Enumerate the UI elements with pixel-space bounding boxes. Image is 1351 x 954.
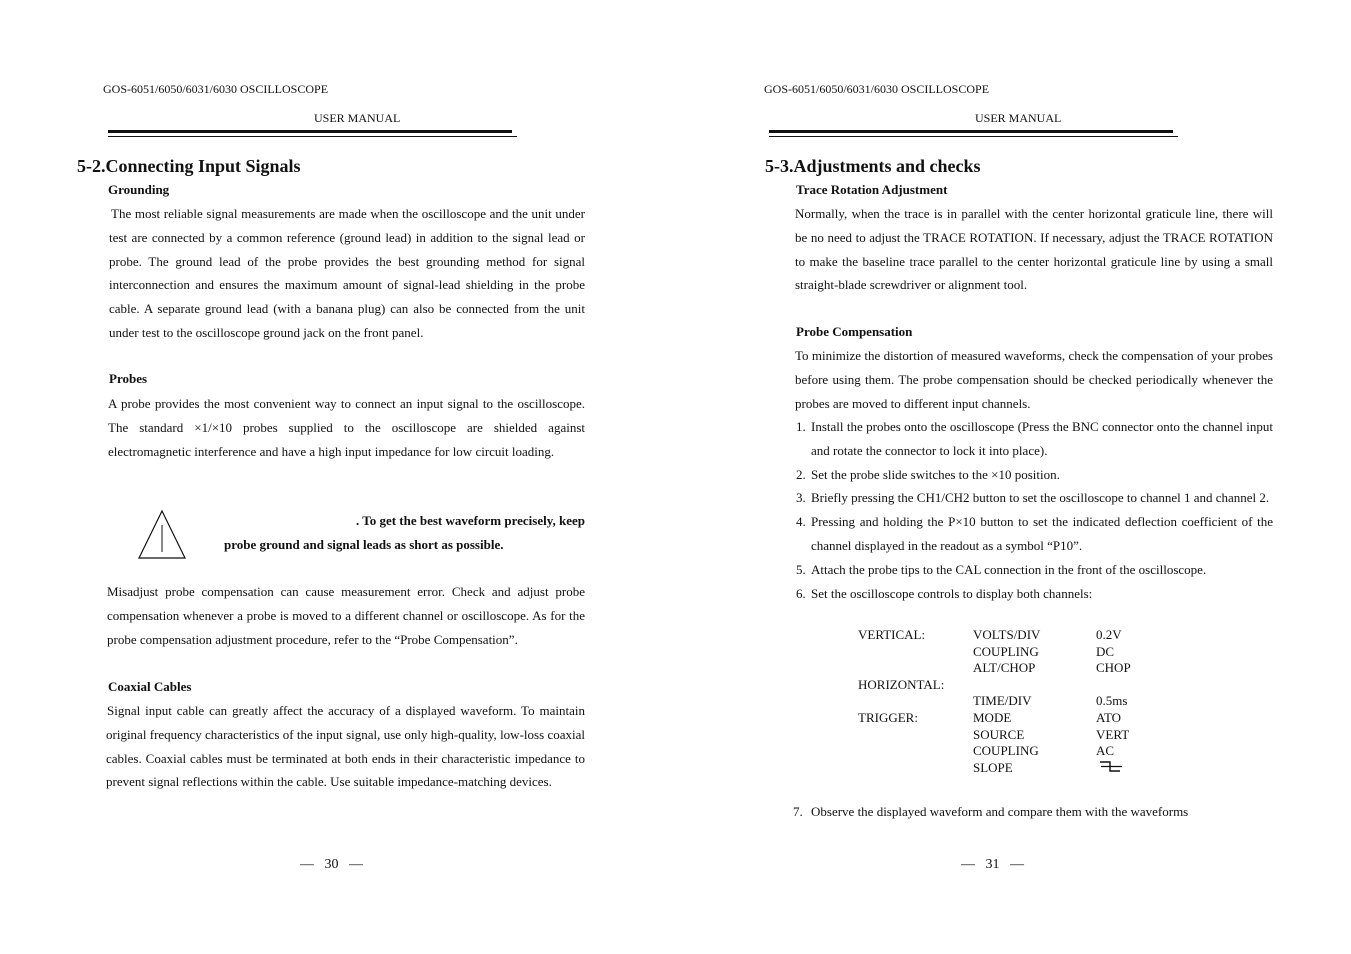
- list-item: [796, 463, 1273, 487]
- settings-value: VERT: [1096, 726, 1130, 742]
- probes-text: A probe provides the most convenient way to connect an input signal to the oscilloscope. The standard ×1/×10 probes supplied to the oscilloscope are shielded against electromagnetic interference and have a high input impedance for low circuit loading.: [108, 396, 585, 459]
- misadjust-text: Misadjust probe compensation can cause measurement error. Check and adjust probe compensation whenever a probe is moved to a different channel or oscilloscope. As for the probe compensation adjustment procedure, refer to the “Probe Compensation”.: [107, 584, 585, 647]
- step-number: 4.: [796, 514, 806, 530]
- compensation-steps: [796, 415, 1273, 605]
- table-row: [858, 693, 1158, 710]
- list-item: [796, 582, 1273, 606]
- list-item: [793, 800, 1273, 824]
- step-text: Set the oscilloscope controls to display both channels:: [811, 585, 1093, 601]
- settings-control: MODE: [973, 709, 1012, 725]
- coaxial-text: Signal input cable can greatly affect the accuracy of a displayed waveform. To maintain original frequency characteristics of the input signal, use only high-quality, low-loss coaxial cables. Coaxial cables must be terminated at both ends in their characteristic impedance to prevent signal reflections within the cable. Use suitable impedance-matching devices.: [106, 703, 585, 790]
- header-rule-thick: [769, 130, 1173, 133]
- probe-compensation-text: To minimize the distortion of measured waveforms, check the compensation of your probes before using them. The probe compensation should be checked periodically whenever the probes are moved to different input channels.: [795, 348, 1273, 411]
- trace-rotation-text: Normally, when the trace is in parallel with the center horizontal graticule line, there will be no need to adjust the TRACE ROTATION. If necessary, adjust the TRACE ROTATION to make the baseline trace parallel to the center horizontal graticule line by using a small straight-blade screwdriver or alignment tool.: [795, 206, 1273, 293]
- table-row: [858, 710, 1158, 727]
- list-item: [796, 486, 1273, 510]
- settings-control: TIME/DIV: [973, 693, 1032, 709]
- step-text: Attach the probe tips to the CAL connection in the front of the oscilloscope.: [811, 561, 1207, 577]
- settings-value: 0.5ms: [1096, 693, 1128, 709]
- header-subtitle: USER MANUAL: [314, 111, 401, 125]
- settings-value: CHOP: [1096, 660, 1131, 676]
- settings-value: 0.2V: [1096, 627, 1122, 642]
- step-text: Observe the displayed waveform and compare them with the waveforms: [811, 804, 1189, 819]
- coaxial-heading: Coaxial Cables: [108, 679, 192, 694]
- table-row: [858, 727, 1158, 744]
- step-text: Install the probes onto the oscilloscope (Press the BNC connector onto the channel input and rotate the connector to lock it into place).: [811, 419, 1273, 458]
- list-item: [796, 415, 1273, 463]
- settings-value: AC: [1096, 743, 1115, 759]
- section-title: 5-2.Connecting Input Signals: [77, 156, 301, 176]
- settings-control: COUPLING: [973, 743, 1039, 759]
- warning-icon: [137, 510, 187, 560]
- step-number: 7.: [793, 804, 803, 819]
- settings-value: DC: [1096, 643, 1115, 659]
- page-number: — 30 —: [300, 857, 363, 872]
- grounding-text: The most reliable signal measurements are made when the oscilloscope and the unit under test are connected by a common reference (ground lead) in addition to the signal lead or probe. The ground lead of the probe provides the best grounding method for signal interconnection and ensures the maximum amount of signal-lead shielding in the probe cable. A separate ground lead (with a banana plug) can also be connected from the unit under test to the oscilloscope ground jack on the front panel.: [109, 206, 585, 340]
- step-number: 2.: [796, 466, 806, 482]
- header-rule-thin: [108, 136, 517, 137]
- table-row: [858, 627, 1158, 644]
- probe-compensation-heading: Probe Compensation: [796, 324, 913, 339]
- table-row: [858, 644, 1158, 661]
- right-page: [676, 0, 1351, 954]
- settings-table: [858, 627, 1158, 776]
- header-title: GOS-6051/6050/6031/6030 OSCILLOSCOPE: [103, 82, 329, 96]
- header-rule-thin: [769, 136, 1178, 137]
- warning-line-2: probe ground and signal leads as short as possible.: [224, 537, 504, 552]
- section-title: 5-3.Adjustments and checks: [765, 156, 981, 176]
- step-text: Pressing and holding the P×10 button to set the indicated deflection coefficient of the channel displayed in the readout as a symbol “P10”.: [811, 514, 1273, 553]
- settings-control: COUPLING: [973, 643, 1039, 659]
- grounding-heading: Grounding: [108, 182, 170, 197]
- step-number: 3.: [796, 490, 806, 506]
- settings-group: TRIGGER:: [858, 709, 918, 725]
- header-rule-thick: [108, 130, 512, 133]
- settings-control: ALT/CHOP: [973, 660, 1036, 676]
- trace-rotation-heading: Trace Rotation Adjustment: [796, 182, 948, 197]
- settings-control: SLOPE: [973, 759, 1013, 775]
- page-number: — 31 —: [961, 857, 1024, 872]
- falling-edge-slope-icon: [1096, 756, 1124, 783]
- step-number: 5.: [796, 561, 806, 577]
- table-row: [858, 760, 1158, 777]
- table-row: [858, 677, 1158, 694]
- settings-control: VOLTS/DIV: [973, 627, 1041, 642]
- warning-line-1: . To get the best waveform precisely, keep: [355, 513, 585, 528]
- list-item: [796, 558, 1273, 582]
- settings-control: SOURCE: [973, 726, 1025, 742]
- table-row: [858, 660, 1158, 677]
- step-number: 1.: [796, 419, 806, 434]
- step-seven: [793, 800, 1273, 824]
- settings-group: HORIZONTAL:: [858, 676, 945, 692]
- probes-heading: Probes: [109, 371, 148, 386]
- settings-group: VERTICAL:: [858, 627, 926, 642]
- settings-value: ATO: [1096, 709, 1122, 725]
- list-item: [796, 510, 1273, 558]
- step-text: Briefly pressing the CH1/CH2 button to set the oscilloscope to channel 1 and channel 2.: [811, 490, 1270, 506]
- step-number: 6.: [796, 585, 806, 601]
- header-title: GOS-6051/6050/6031/6030 OSCILLOSCOPE: [764, 82, 990, 96]
- header-subtitle: USER MANUAL: [975, 111, 1062, 125]
- step-text: Set the probe slide switches to the ×10 position.: [811, 466, 1060, 482]
